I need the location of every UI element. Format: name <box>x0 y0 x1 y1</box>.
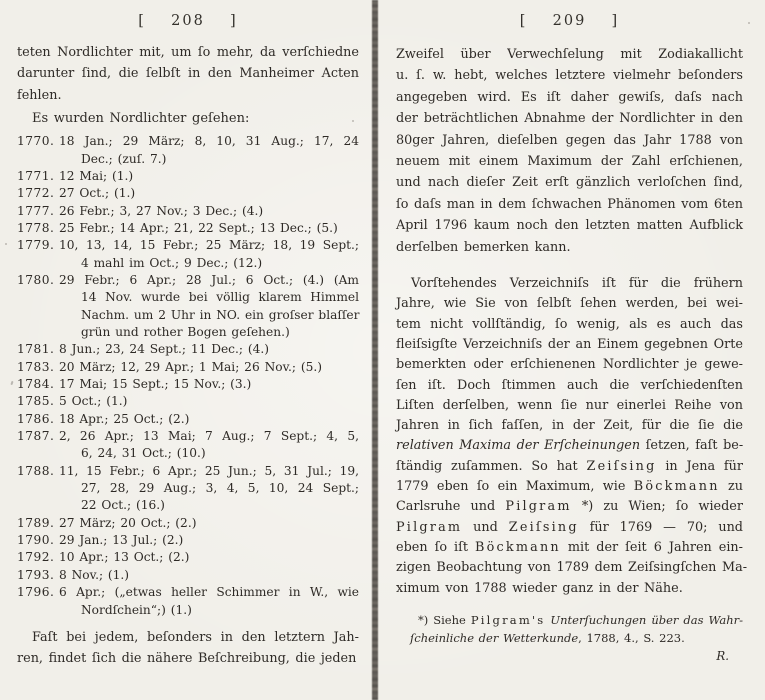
text-span: eben ſo iſt <box>396 539 475 555</box>
text-line: ren, findet ſich die nähere Beſchreibung, die jeden <box>17 651 357 667</box>
aurora-year-entry <box>17 567 359 584</box>
text-span: für 1769 — 70; und <box>578 519 743 535</box>
italic-text: Unterſuchungen über das Wahr- <box>550 612 744 627</box>
entry-year: 1784. <box>17 377 55 392</box>
text-span: 1779 eben ſo ein Maximum, wie <box>396 479 634 495</box>
aurora-year-entry <box>17 168 359 185</box>
right-paragraph-2 <box>396 274 748 599</box>
text-line: Nordſchein“;) (1.) <box>81 602 192 617</box>
text-line: und nach dieſer Zeit erſt gänzlich verloſchen ſind, <box>396 175 743 191</box>
entry-dates <box>59 237 359 272</box>
aurora-year-entry <box>17 428 359 463</box>
text-span: ſetzen, faſt be- <box>640 438 744 454</box>
aurora-year-entry <box>17 584 359 619</box>
text-line: 18 Jan.; 29 März; 8, 10, 31 Aug.; 17, 24 <box>59 134 359 149</box>
aurora-year-entry <box>17 411 359 428</box>
text-line: ſo daſs man in dem ſchwachen Phänomen vom 6ten <box>396 196 743 212</box>
aurora-year-entry <box>17 237 359 272</box>
entry-dates <box>59 272 359 341</box>
entry-dates <box>59 376 359 393</box>
text-line: neuem mit einem Maximum der Zahl erſchienen, <box>396 154 743 170</box>
text-line: 6, 24, 31 Oct.; (10.) <box>81 446 206 461</box>
entry-year: 1771. <box>17 168 55 183</box>
text-line: 14 Nov. wurde bei völlig klarem Himmel <box>81 290 359 305</box>
text-line: 22 Oct.; (16.) <box>81 498 165 513</box>
entry-year: 1770. <box>17 134 55 149</box>
aurora-year-entry <box>17 549 359 566</box>
text-line: derſelben bemerken kann. <box>396 239 571 255</box>
text-line: Vorſtehendes Verzeichniſs iſt für die frühern <box>411 276 743 292</box>
text-span: *) Siehe <box>418 612 471 627</box>
text-line: 10, 13, 14, 15 Febr.; 25 März; 18, 19 Sept.; <box>59 238 359 253</box>
spaced-name: Zeiſsing <box>586 458 657 474</box>
spaced-name: Pilgram <box>396 519 463 535</box>
spaced-name: Böckmann <box>475 539 561 555</box>
aurora-observations-list <box>17 133 359 619</box>
text-line <box>396 497 743 517</box>
entry-year: 1779. <box>17 238 55 253</box>
text-line: 29 Febr.; 6 Apr.; 28 Jul.; 6 Oct.; (4.) (Am <box>59 272 359 287</box>
text-line <box>396 457 743 477</box>
entry-year: 1788. <box>17 463 55 478</box>
text-span: *) zu Wien; ſo wieder <box>571 499 743 515</box>
entry-dates <box>59 411 359 428</box>
text-line: grün und rother Bogen geſehen.) <box>81 325 290 339</box>
text-line: 4 mahl im Oct.; 9 Dec.; (12.) <box>81 255 263 270</box>
text-line: 80ger Jahren, dieſelben gegen das Jahr 1788 von <box>396 132 743 148</box>
entry-dates <box>59 532 359 549</box>
text-line: angegeben wird. Es iſt daher gewiſs, daſs nach <box>396 89 743 105</box>
italic-text: relativen Maxima der Erſcheinungen <box>396 438 641 454</box>
text-line: zigen Beobachtung von 1789 dem Zeiſsingſchen Ma- <box>396 560 748 576</box>
text-line: Liſten derſelben, wenn ſie nur einerlei Reihe von <box>396 397 743 413</box>
opening-paragraph <box>17 42 359 106</box>
entry-year: 1787. <box>17 429 55 444</box>
italic-text: ſcheinliche der Wetterkunde <box>410 630 579 645</box>
text-line <box>396 477 743 497</box>
entry-year: 1785. <box>17 394 55 409</box>
entry-year: 1780. <box>17 272 55 287</box>
entry-dates <box>59 549 359 566</box>
entry-year: 1792. <box>17 550 55 565</box>
text-line: 5 Oct.; (1.) <box>59 394 128 409</box>
text-line: 17 Mai; 15 Sept.; 15 Nov.; (3.) <box>59 377 252 392</box>
aurora-year-entry <box>17 341 359 358</box>
entry-dates <box>59 220 359 237</box>
aurora-year-entry <box>17 185 359 202</box>
spaced-name: Zeiſsing <box>508 519 579 535</box>
text-line <box>396 538 743 558</box>
text-line: bemerkten oder erſchienenen Nordlichter je gewe- <box>396 357 743 373</box>
page-gutter-shadow <box>372 0 378 700</box>
text-line: fleiſsigſte Verzeichniſs der an Einem gegebnen Orte <box>396 336 743 352</box>
text-span: Carlsruhe und <box>396 499 506 515</box>
text-span: mit der ſeit 6 Jahren ein- <box>560 539 743 555</box>
text-line: ſen iſt. Doch ſtimmen auch die verſchiedenſten <box>396 377 743 393</box>
text-line: 27 Oct.; (1.) <box>59 186 136 201</box>
text-line: 8 Nov.; (1.) <box>59 567 130 582</box>
text-line: teten Nordlichter mit, um ſo mehr, da verſchiedne <box>17 45 359 60</box>
text-line: 18 Apr.; 25 Oct.; (2.) <box>59 411 190 426</box>
aurora-year-entry <box>17 393 359 410</box>
text-line: u. ſ. w. hebt, welches letztere vielmehr beſonders <box>396 68 743 84</box>
spaced-name: Pilgram <box>505 499 572 515</box>
text-line: Dec.; (zuſ. 7.) <box>81 151 167 166</box>
entry-dates <box>59 341 359 358</box>
entry-dates <box>59 428 359 463</box>
text-line: 8 Jun.; 23, 24 Sept.; 11 Dec.; (4.) <box>59 342 270 357</box>
entry-year: 1778. <box>17 220 55 235</box>
aurora-year-entry <box>17 376 359 393</box>
text-line: 26 Febr.; 3, 27 Nov.; 3 Dec.; (4.) <box>59 203 264 218</box>
entry-dates <box>59 463 359 515</box>
text-line <box>406 611 743 629</box>
text-line: tem nicht vollſtändig, ſo wenig, als es auch das <box>396 316 743 332</box>
page-209 <box>382 0 765 700</box>
text-span: zu <box>719 479 743 495</box>
footnote <box>396 611 743 647</box>
text-line: 29 Jan.; 13 Jul.; (2.) <box>59 533 184 548</box>
entry-year: 1777. <box>17 203 55 218</box>
text-span: und <box>462 519 509 535</box>
text-line: Jahre, wie Sie von ſelbſt ſehen werden, bei wei- <box>396 296 743 312</box>
text-line <box>396 436 743 456</box>
entry-dates <box>59 359 359 376</box>
aurora-year-entry <box>17 133 359 168</box>
text-line: April 1796 kaum noch den letzten matten Aufblick <box>396 218 743 234</box>
text-line: 12 Mai; (1.) <box>59 168 134 183</box>
entry-dates <box>59 567 359 584</box>
entry-dates <box>59 168 359 185</box>
aurora-year-entry <box>17 359 359 376</box>
text-line <box>406 629 743 647</box>
text-line: 6 Apr.; („etwas heller Schimmer in W., wie <box>59 585 359 600</box>
spaced-name: Pilgram's <box>470 612 546 627</box>
text-line: Zweifel über Verwechſelung mit Zodiakallicht <box>396 47 743 62</box>
entry-dates <box>59 203 359 220</box>
footnote-signature: R. <box>716 648 729 663</box>
text-line: fehlen. <box>17 87 62 103</box>
right-paragraph-1 <box>396 44 743 258</box>
text-line: Nachm. um 2 Uhr in NO. ein groſser blaſſer <box>81 307 360 322</box>
text-line: der beträchtlichen Abnahme der Nordlichter in den <box>396 111 743 127</box>
aurora-year-entry <box>17 220 359 237</box>
entry-year: 1793. <box>17 567 55 582</box>
page-number-left: [ 208 ] <box>138 13 238 29</box>
text-line: 2, 26 Apr.; 13 Mai; 7 Aug.; 7 Sept.; 4, 5, <box>59 429 359 444</box>
spaced-name: Böckmann <box>633 479 720 495</box>
entry-year: 1789. <box>17 515 55 530</box>
text-span: in Jena für <box>656 458 743 474</box>
paper-speck <box>5 243 7 245</box>
aurora-year-entry <box>17 272 359 341</box>
text-line: Faſt bei jedem, beſonders in den letztern Jah- <box>32 629 359 645</box>
text-line: 27 März; 20 Oct.; (2.) <box>59 515 197 530</box>
text-line <box>396 518 743 538</box>
entry-year: 1790. <box>17 533 55 548</box>
entry-year: 1796. <box>17 585 55 600</box>
entry-year: 1783. <box>17 359 55 374</box>
paper-speck <box>352 120 354 122</box>
text-line: 10 Apr.; 13 Oct.; (2.) <box>59 550 190 565</box>
closing-paragraph <box>17 627 359 670</box>
entry-dates <box>59 185 359 202</box>
aurora-year-entry <box>17 532 359 549</box>
entry-year: 1781. <box>17 342 55 357</box>
entry-year: 1772. <box>17 186 55 201</box>
page-number-right: [ 209 ] <box>519 13 620 29</box>
text-span: , 1788, 4., S. 223. <box>578 630 685 645</box>
text-line: 11, 15 Febr.; 6 Apr.; 25 Jun.; 5, 31 Jul.; 19, <box>59 463 359 478</box>
entry-dates <box>59 393 359 410</box>
aurora-year-entry <box>17 515 359 532</box>
text-line: 27, 28, 29 Aug.; 3, 4, 5, 10, 24 Sept.; <box>81 481 359 496</box>
entry-year: 1786. <box>17 411 55 426</box>
text-line: ximum von 1788 wieder ganz in der Nähe. <box>396 580 683 596</box>
paper-speck <box>748 22 750 24</box>
text-line: 25 Febr.; 14 Apr.; 21, 22 Sept.; 13 Dec.; (5.) <box>59 220 338 235</box>
entry-dates <box>59 515 359 532</box>
aurora-year-entry <box>17 463 359 515</box>
entry-dates <box>59 584 359 619</box>
aurora-year-entry <box>17 203 359 220</box>
text-line: Jahren in ſich faſſen, in der Zeit, für die ſie die <box>396 418 743 434</box>
text-span: ſtändig zuſammen. So hat <box>396 458 587 474</box>
text-line: Es wurden Nordlichter geſehen: <box>32 111 250 127</box>
list-intro <box>17 108 359 129</box>
text-line: darunter ſind, die ſelbſt in den Manheimer Acten <box>17 66 359 82</box>
entry-dates <box>59 133 359 168</box>
text-line: 20 März; 12, 29 Apr.; 1 Mai; 26 Nov.; (5.) <box>59 359 323 374</box>
page-208 <box>0 0 372 700</box>
